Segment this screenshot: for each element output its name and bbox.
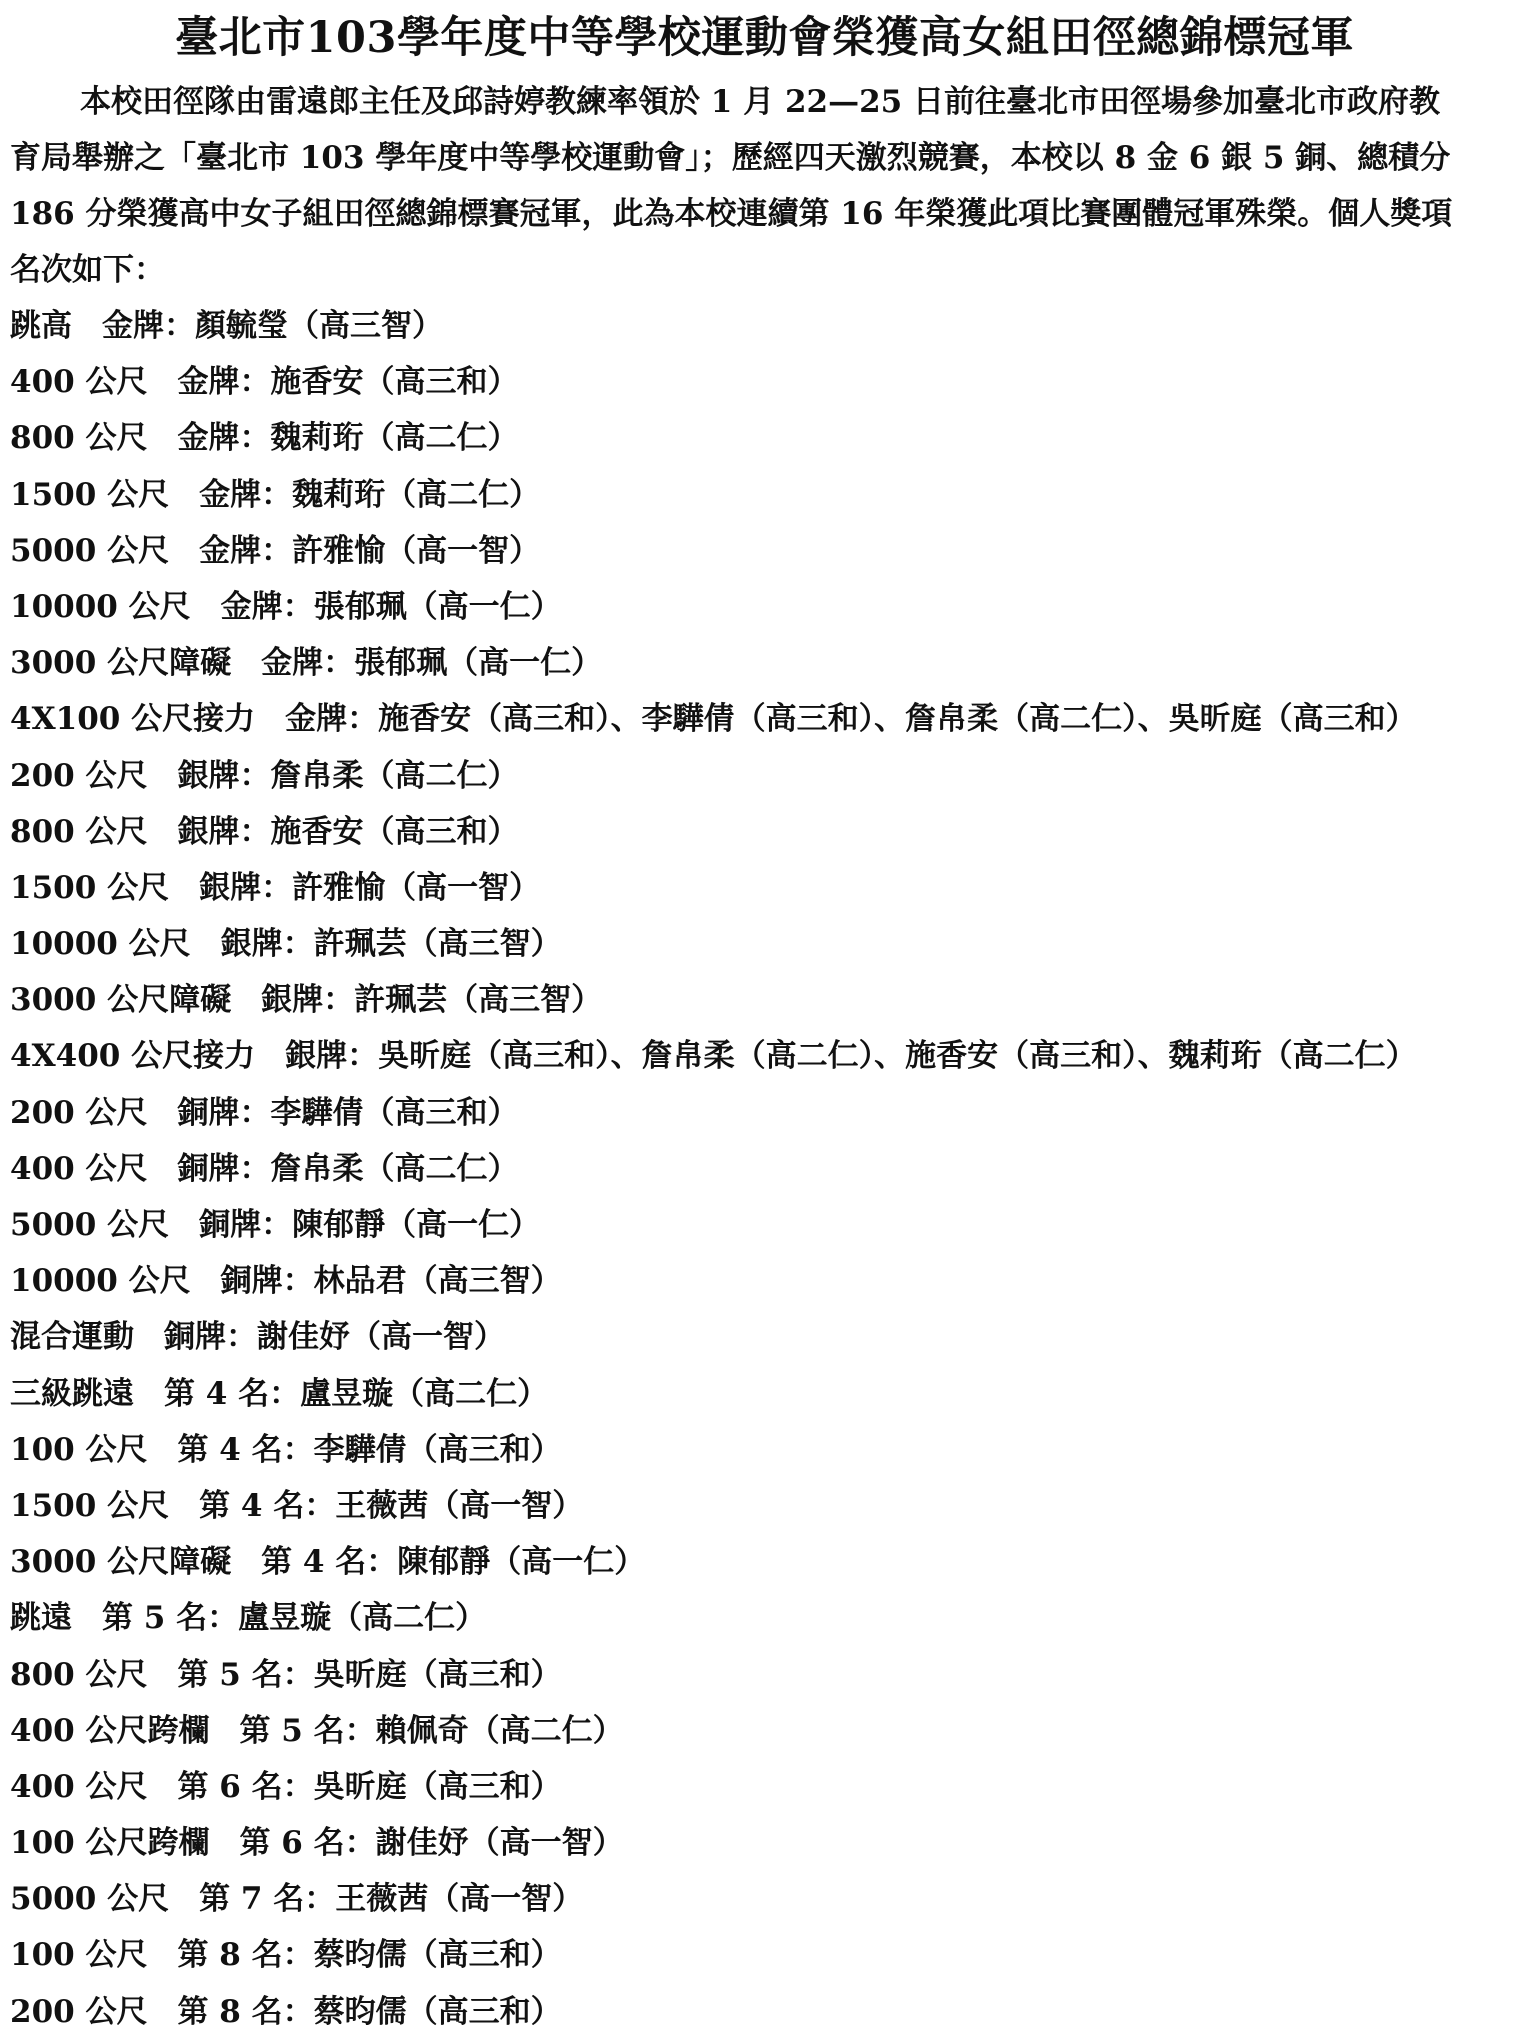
result-row [10, 1309, 1515, 1365]
event-name: 跳遠 [10, 1600, 72, 1637]
event-name: 200 公尺 [10, 757, 148, 794]
event-name: 10000 公尺 [10, 588, 191, 625]
result-row [10, 1871, 1515, 1927]
award-text: 第 6 名：謝佳妤（高一智） [239, 1825, 624, 1862]
award-text: 第 5 名：盧昱璇（高二仁） [102, 1600, 487, 1637]
result-row [10, 1478, 1515, 1534]
event-name: 100 公尺跨欄 [10, 1825, 210, 1862]
result-row [10, 1590, 1515, 1646]
event-name: 800 公尺 [10, 813, 148, 850]
event-name: 800 公尺 [10, 420, 148, 457]
result-row [10, 1366, 1515, 1422]
results-list [10, 298, 1515, 2040]
event-name: 5000 公尺 [10, 532, 170, 569]
award-text: 銀牌：詹帛柔（高二仁） [177, 757, 519, 794]
event-name: 200 公尺 [10, 1094, 148, 1131]
event-name: 400 公尺跨欄 [10, 1712, 210, 1749]
award-text: 金牌：魏莉珩（高二仁） [199, 476, 541, 513]
award-text: 銅牌：林品君（高三智） [220, 1263, 562, 1300]
result-row [10, 523, 1515, 579]
award-text: 銀牌：吳昕庭（高三和）、詹帛柔（高二仁）、施香安（高三和）、魏莉珩（高二仁） [285, 1038, 1417, 1075]
award-text: 第 4 名：盧昱璇（高二仁） [164, 1375, 549, 1412]
event-name: 1500 公尺 [10, 1487, 170, 1524]
award-text: 金牌：張郁珮（高一仁） [220, 588, 562, 625]
result-row [10, 635, 1515, 691]
intro-line: 名次如下： [10, 252, 165, 288]
award-text: 銅牌：陳郁靜（高一仁） [199, 1207, 541, 1243]
award-text: 第 8 名：蔡昀儒（高三和） [177, 1937, 562, 1974]
award-text: 第 5 名：賴佩奇（高二仁） [239, 1712, 624, 1749]
event-name: 400 公尺 [10, 1768, 148, 1805]
event-name: 400 公尺 [10, 364, 148, 401]
event-name: 5000 公尺 [10, 1881, 170, 1918]
award-text: 銅牌：謝佳妤（高一智） [164, 1319, 505, 1356]
result-row [10, 1422, 1515, 1478]
event-name: 混合運動 [10, 1319, 134, 1356]
result-row [10, 1815, 1515, 1871]
result-row [10, 1927, 1515, 1983]
award-text: 銀牌：許雅愉（高一智） [199, 869, 541, 906]
event-name: 3000 公尺障礙 [10, 1544, 232, 1581]
result-row [10, 1028, 1515, 1084]
result-row [10, 1647, 1515, 1703]
result-row [10, 1197, 1515, 1253]
result-row [10, 1534, 1515, 1590]
event-name: 800 公尺 [10, 1656, 148, 1693]
award-text: 第 6 名：吳昕庭（高三和） [177, 1768, 562, 1805]
result-row [10, 1759, 1515, 1815]
award-text: 第 4 名：李驊倩（高三和） [177, 1431, 562, 1468]
result-row [10, 748, 1515, 804]
award-text: 金牌：許雅愉（高一智） [199, 532, 541, 569]
intro-line: 育局舉辦之「臺北市 103 學年度中等學校運動會」；歷經四天激烈競賽，本校以 8 金 6 銀 5 銅、總積分 [10, 140, 1451, 176]
award-text: 金牌：張郁珮（高一仁） [261, 645, 603, 682]
result-row [10, 467, 1515, 523]
award-text: 金牌：顏毓瑩（高三智） [102, 308, 443, 344]
event-name: 5000 公尺 [10, 1207, 170, 1243]
event-name: 1500 公尺 [10, 476, 170, 513]
event-name: 三級跳遠 [10, 1375, 134, 1412]
result-row [10, 691, 1515, 747]
result-row [10, 1984, 1515, 2040]
result-row [10, 579, 1515, 635]
intro-line: 本校田徑隊由雷遠郎主任及邱詩婷教練率領於 1 月 22—25 日前往臺北市田徑場參加臺北市政府教 [80, 84, 1441, 120]
event-name: 3000 公尺障礙 [10, 645, 232, 682]
result-row [10, 1085, 1515, 1141]
event-name: 1500 公尺 [10, 869, 170, 906]
award-text: 銀牌：許珮芸（高三智） [261, 982, 603, 1019]
event-name: 3000 公尺障礙 [10, 982, 232, 1019]
award-text: 第 4 名：王薇茜（高一智） [199, 1487, 584, 1524]
award-text: 銅牌：詹帛柔（高二仁） [177, 1150, 519, 1187]
event-name: 100 公尺 [10, 1937, 148, 1974]
award-text: 第 7 名：王薇茜（高一智） [199, 1881, 584, 1918]
event-name: 100 公尺 [10, 1431, 148, 1468]
result-row [10, 1141, 1515, 1197]
event-name: 200 公尺 [10, 1993, 148, 2030]
intro-line: 186 分榮獲高中女子組田徑總錦標賽冠軍，此為本校連續第 16 年榮獲此項比賽團體冠軍殊榮。個人獎項 [10, 196, 1453, 232]
award-text: 金牌：魏莉珩（高二仁） [177, 420, 519, 457]
result-row [10, 298, 1515, 354]
award-text: 銀牌：施香安（高三和） [177, 813, 519, 850]
award-text: 第 5 名：吳昕庭（高三和） [177, 1656, 562, 1693]
result-row [10, 354, 1515, 410]
award-text: 銀牌：許珮芸（高三智） [220, 926, 562, 963]
event-name: 跳高 [10, 308, 72, 344]
result-row [10, 1253, 1515, 1309]
award-text: 第 4 名：陳郁靜（高一仁） [261, 1544, 646, 1581]
result-row [10, 916, 1515, 972]
document-title: 臺北市103學年度中等學校運動會榮獲高女組田徑總錦標冠軍 [175, 13, 1354, 63]
event-name: 400 公尺 [10, 1150, 148, 1187]
award-text: 金牌：施香安（高三和） [177, 364, 519, 401]
event-name: 10000 公尺 [10, 926, 191, 963]
event-name: 4X100 公尺接力 [10, 701, 256, 738]
event-name: 4X400 公尺接力 [10, 1038, 256, 1075]
result-row [10, 410, 1515, 466]
result-row [10, 1703, 1515, 1759]
award-text: 第 8 名：蔡昀儒（高三和） [177, 1993, 562, 2030]
result-row [10, 972, 1515, 1028]
intro-paragraph [10, 74, 1515, 298]
result-row [10, 804, 1515, 860]
event-name: 10000 公尺 [10, 1263, 191, 1300]
award-text: 金牌：施香安（高三和）、李驊倩（高三和）、詹帛柔（高二仁）、吳昕庭（高三和） [285, 701, 1417, 738]
award-text: 銅牌：李驊倩（高三和） [177, 1094, 519, 1131]
result-row [10, 860, 1515, 916]
